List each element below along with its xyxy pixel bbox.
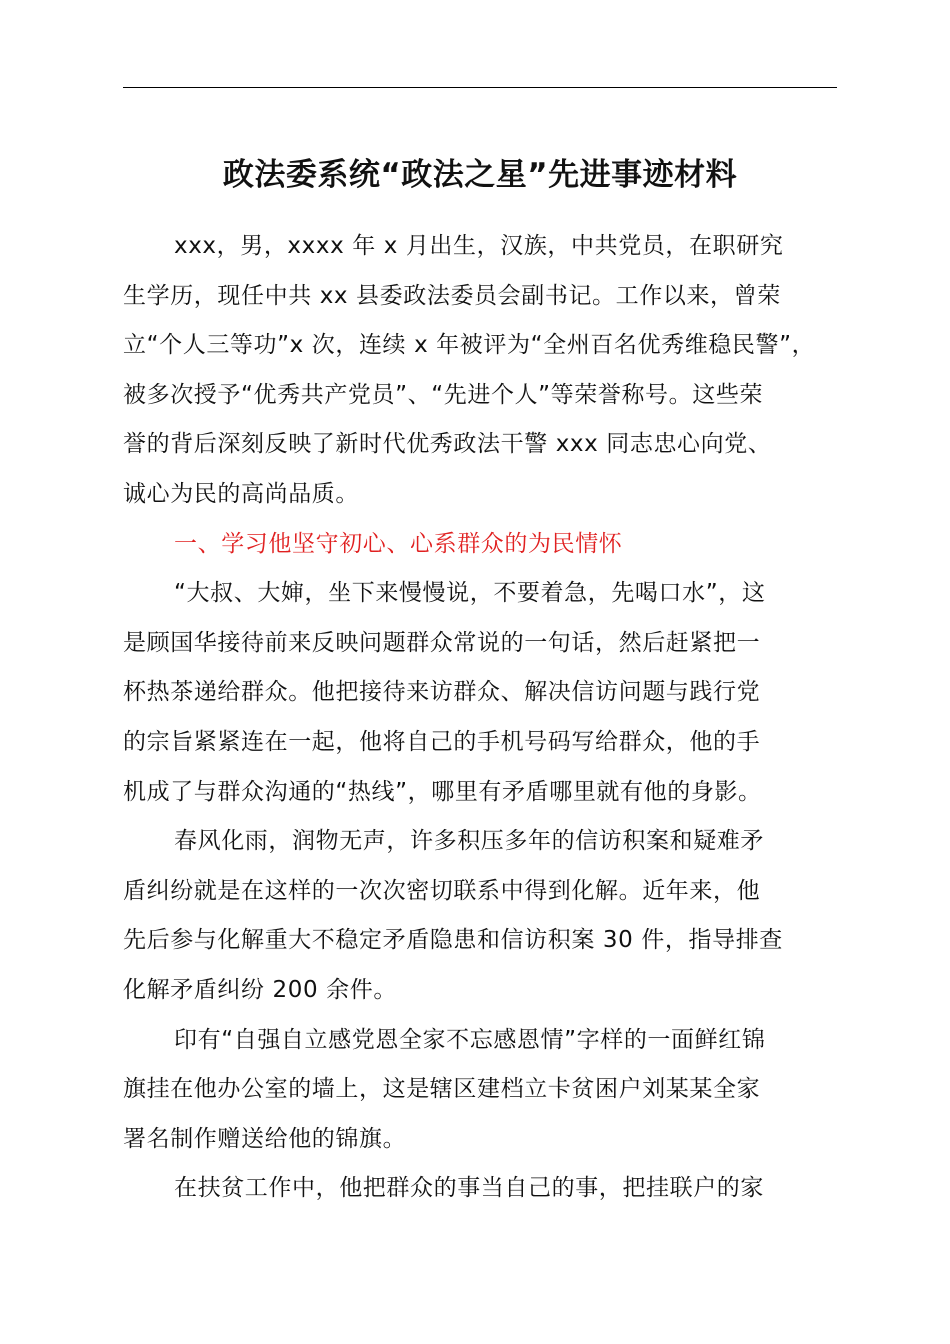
paragraph-line: 旗挂在他办公室的墙上，这是辖区建档立卡贫困户刘某某全家 — [123, 1076, 761, 1103]
paragraph-line: 立“个人三等功”x 次，连续 x 年被评为“全州百名优秀维稳民警”， — [123, 332, 816, 359]
document-body — [123, 222, 843, 1214]
paragraph-line: 盾纠纷就是在这样的一次次密切联系中得到化解。近年来，他 — [123, 877, 761, 904]
paragraph-line: 春风化雨，润物无声，许多积压多年的信访积案和疑难矛 — [174, 828, 764, 855]
paragraph-line: 化解矛盾纠纷 200 余件。 — [123, 976, 397, 1003]
paragraph-line: 先后参与化解重大不稳定矛盾隐患和信访积案 30 件，指导排查 — [123, 927, 783, 954]
paragraph-line: 在扶贫工作中，他把群众的事当自己的事，把挂联户的家 — [174, 1175, 764, 1202]
paragraph-line: 是顾国华接待前来反映问题群众常说的一句话，然后赶紧把一 — [123, 629, 761, 656]
paragraph-line: xxx，男，xxxx 年 x 月出生，汉族，中共党员，在职研究 — [174, 233, 784, 259]
paragraph-line: 的宗旨紧紧连在一起，他将自己的手机号码写给群众，他的手 — [123, 728, 761, 755]
paragraph-line: 机成了与群众沟通的“热线”，哪里有矛盾哪里就有他的身影。 — [123, 778, 762, 805]
paragraph-line: 被多次授予“优秀共产党员”、“先进个人”等荣誉称号。这些荣 — [123, 381, 764, 408]
section-heading: 一、学习他坚守初心、心系群众的为民情怀 — [174, 530, 623, 557]
paragraph-line: 杯热茶递给群众。他把接待来访群众、解决信访问题与践行党 — [123, 679, 761, 706]
paragraph-line: 誉的背后深刻反映了新时代优秀政法干警 xxx 同志忠心向党、 — [123, 431, 772, 458]
paragraph-line: 诚心为民的高尚品质。 — [123, 480, 359, 507]
paragraph-line: “大叔、大婶，坐下来慢慢说，不要着急，先喝口水”，这 — [174, 580, 766, 607]
header-rule — [123, 87, 837, 88]
paragraph-line: 印有“自强自立感党恩全家不忘感恩情”字样的一面鲜红锦 — [174, 1026, 766, 1053]
paragraph-line: 生学历，现任中共 xx 县委政法委员会副书记。工作以来，曾荣 — [123, 282, 781, 309]
paragraph-line: 署名制作赠送给他的锦旗。 — [123, 1125, 407, 1152]
document-title: 政法委系统“政法之星”先进事迹材料 — [222, 157, 738, 193]
